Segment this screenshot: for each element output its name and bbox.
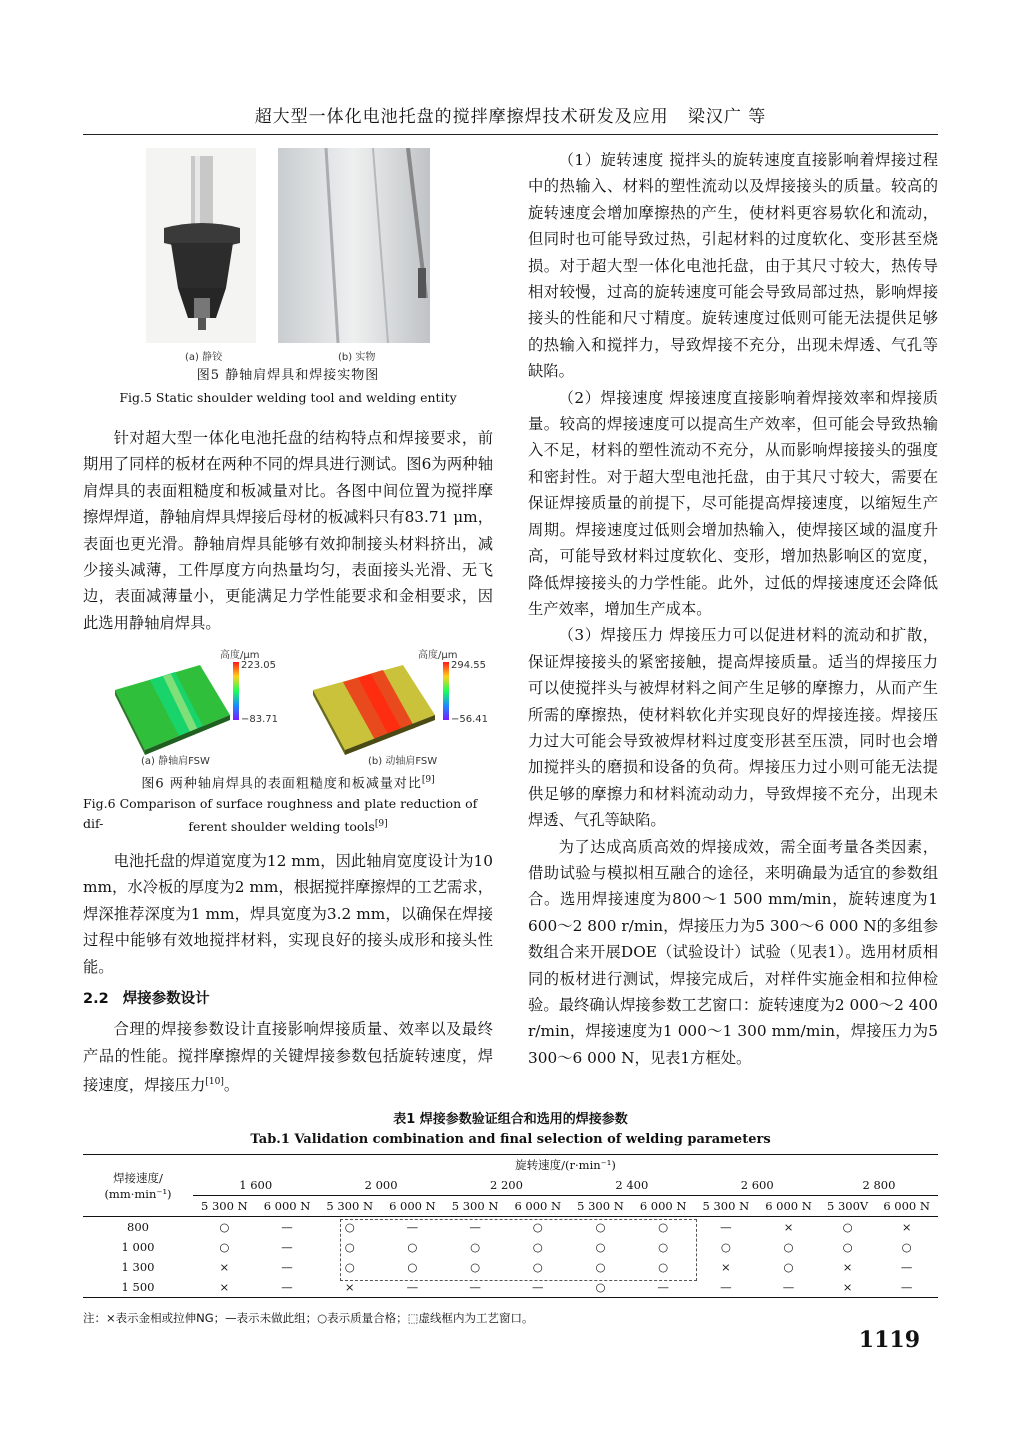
paragraph: 为了达成高质高效的焊接成效，需全面考量各类因素，借助试验与模拟相互融合的途径，来明确最为适宜的参数组合。选用焊接速度为800～1 500 mm/min，旋转速度为1 600～2 800 r/min，焊接压力为5 300～6 000 N的多组参数组合来开展DOE（试验设计）试验（见表1）。选用材质相同的板材进行测试，焊接完成后，对样件实施金相和拉伸检验。最终确认焊接参数工艺窗口：旋转速度为2 000～2 400 r/min，焊接速度为1 000～1 300 mm/min，焊接压力为5 300～6 000 N，见表1方框处。	[528, 837, 938, 1067]
scale-a-label: 高度/μm	[220, 650, 260, 661]
row-label: 1 500	[83, 1277, 193, 1298]
speed-header: 1 600	[193, 1175, 318, 1196]
left-column	[83, 425, 493, 636]
row-label: 800	[127, 1220, 149, 1234]
table-cell: ○	[532, 1260, 543, 1274]
paragraph: （2）焊接速度 焊接速度直接影响着焊接效率和焊接质量。较高的焊接速度可以提高生产效率，但可能会导致热输入不足，材料的塑性流动不充分，从而影响焊接接头的强度和密封性。对于超大型电池托盘，由于其尺寸较大，需要在保证焊接质量的前提下，尽可能提高焊接速度，以缩短生产周期。焊接速度过低则会增加热输入，使焊接区域的温度升高，可能导致材料过度软化、变形，增加热影响区的宽度，降低焊接接头的力学性能。此外，过低的焊接速度还会降低生产效率，增加生产成本。	[528, 388, 938, 618]
speed-header: 2 600	[695, 1175, 820, 1196]
paragraph: 合理的焊接参数设计直接影响焊接质量、效率以及最终产品的性能。搅拌摩擦焊的关键焊接参数包括旋转速度，焊接速度，焊接压力[10]。	[83, 1020, 493, 1095]
table-cell: ×	[193, 1277, 256, 1298]
color-scale-a	[233, 662, 239, 720]
fig6-caption-zh: 图6 两种轴肩焊具的表面粗糙度和板减量对比[9]	[141, 775, 435, 792]
roughness-map-b	[303, 660, 443, 755]
header-authors: 梁汉广 等	[687, 107, 767, 127]
table-cell: ○	[532, 1240, 543, 1254]
scale-a-max: 223.05	[241, 660, 276, 671]
table-cell: ○	[595, 1240, 606, 1254]
table-cell: —	[875, 1277, 938, 1298]
fig6-sub-a: (a) 静轴肩FSW	[141, 756, 210, 767]
fig6-caption-en-2: ferent shoulder welding tools[9]	[188, 819, 388, 835]
table-cell: ○	[783, 1260, 794, 1274]
table-cell: —	[695, 1277, 758, 1298]
fig6-sub-b: (b) 动轴肩FSW	[368, 756, 438, 767]
pressure-header: 5 300V	[820, 1196, 875, 1217]
table-cell: —	[444, 1277, 507, 1298]
scale-a-min: −83.71	[241, 714, 279, 725]
table1-note: 注：×表示金相或拉伸NG；—表示未做此组；○表示质量合格；⬚虚线框内为工艺窗口。	[83, 1311, 534, 1325]
table1-caption-zh: 表1 焊接参数验证组合和选用的焊接参数	[393, 1112, 628, 1127]
table-cell: —	[406, 1220, 419, 1234]
speed-header: 2 200	[444, 1175, 569, 1196]
pressure-header: 6 000 N	[256, 1196, 319, 1217]
table-cell: ○	[344, 1220, 355, 1234]
table-cell: ×	[318, 1277, 381, 1298]
table-cell: ×	[783, 1220, 794, 1234]
pressure-header: 5 300 N	[193, 1196, 256, 1217]
table-cell: —	[506, 1277, 569, 1298]
fig5-sub-b: (b) 实物	[338, 352, 376, 363]
table-cell: —	[720, 1220, 732, 1234]
table-cell: ×	[842, 1260, 853, 1274]
paragraph: 电池托盘的焊道宽度为12 mm，因此轴肩宽度设计为10 mm，水冷板的厚度为2 mm，根据搅拌摩擦焊的工艺需求，焊深推荐深度为1 mm，焊具宽度为3.2 mm，以确保在焊接过程中能够有效地搅拌材料，实现良好的接头成形和接头性能。	[83, 852, 493, 976]
fig5-caption-zh: 图5 静轴肩焊具和焊接实物图	[196, 368, 380, 383]
table-cell: ○	[219, 1220, 230, 1234]
fig5-sub-a: (a) 静铰	[185, 352, 223, 363]
table-cell: —	[757, 1277, 820, 1298]
table-cell: ○	[219, 1240, 230, 1254]
right-column	[528, 147, 938, 1071]
table-cell: ○	[901, 1240, 912, 1254]
table-cell: ○	[344, 1240, 355, 1254]
table-cell: ○	[470, 1240, 481, 1254]
table-cell: —	[381, 1277, 444, 1298]
paragraph: （1）旋转速度 搅拌头的旋转速度直接影响着焊接过程中的热输入、材料的塑性流动以及焊接接头的质量。较高的旋转速度会增加摩擦热的产生，使材料更容易软化和流动，但同时也可能导致过热，引起材料的过度软化、变形甚至烧损。对于超大型一体化电池托盘，由于其尺寸较大，热传导相对较慢，过高的旋转速度可能会导致局部过热，影响焊接接头的性能和尺寸精度。旋转速度过低则可能无法提供足够的热输入和搅拌力，导致焊接不充分，出现未焊透、气孔等缺陷。	[528, 151, 938, 381]
pressure-header: 5 300 N	[444, 1196, 507, 1217]
table1-caption-en: Tab.1 Validation combination and final selection of welding parameters	[250, 1132, 771, 1147]
paragraph: （3）焊接压力 焊接压力可以促进材料的流动和扩散，保证焊接接头的紧密接触，提高焊接质量。适当的焊接压力可以使搅拌头与被焊材料之间产生足够的摩擦力，从而产生所需的摩擦热，使材料软化并实现良好的焊接连接。焊接压力过大可能会导致被焊材料过度变形甚至压溃，同时也会增加搅拌头的磨损和设备的负荷。焊接压力过小则可能无法提供足够的摩擦力和材料流动动力，导致焊接不充分，出现未焊透、气孔等缺陷。	[528, 626, 938, 830]
table-cell: —	[281, 1240, 293, 1254]
page-number: 1119	[858, 1327, 920, 1353]
table-cell: ○	[470, 1260, 481, 1274]
pressure-header: 6 000 N	[381, 1196, 444, 1217]
table-cell: —	[281, 1220, 293, 1234]
scale-b-label: 高度/μm	[418, 650, 458, 661]
scale-b-min: −56.41	[451, 714, 489, 725]
left-column-lower	[83, 848, 493, 1099]
row-label: 1 000	[121, 1240, 155, 1254]
pressure-header: 6 000 N	[875, 1196, 938, 1217]
table-cell: ○	[842, 1220, 853, 1234]
table-cell: ○	[569, 1277, 632, 1298]
table-cell: —	[256, 1277, 319, 1298]
table-cell: ○	[658, 1240, 669, 1254]
roughness-map-a	[105, 660, 235, 755]
pressure-header: 6 000 N	[757, 1196, 820, 1217]
weld-photo	[278, 148, 430, 343]
table-cell: —	[632, 1277, 695, 1298]
table-cell: ○	[595, 1220, 606, 1234]
section-heading: 2.2 焊接参数设计	[83, 991, 210, 1008]
table-cell: ×	[219, 1260, 230, 1274]
paragraph: 针对超大型一体化电池托盘的结构特点和焊接要求，前期用了同样的板材在两种不同的焊具进行测试。图6为两种轴肩焊具的表面粗糙度和板减量对比。各图中间位置为搅拌摩擦焊焊道，静轴肩焊具焊接后母材的板减料只有83.71 μm，表面也更光滑。静轴肩焊具能够有效抑制接头材料挤出，减少接头减薄，工件厚度方向热量均匀，表面接头光滑、无飞边，表面减薄量小，更能满足力学性能要求和金相要求，因此选用静轴肩焊具。	[83, 429, 493, 632]
table-cell: ×	[820, 1277, 875, 1298]
table-cell: —	[900, 1260, 913, 1274]
speed-header: 2 400	[569, 1175, 694, 1196]
figure-6	[83, 642, 493, 767]
col-header: 旋转速度/(r·min⁻¹)	[193, 1155, 938, 1176]
fig5-caption-en: Fig.5 Static shoulder welding tool and welding entity	[119, 390, 457, 405]
tool-photo	[146, 148, 256, 343]
speed-header: 2 000	[318, 1175, 443, 1196]
pressure-header: 5 300 N	[695, 1196, 758, 1217]
table-cell: ○	[658, 1260, 669, 1274]
process-window-box	[340, 1219, 697, 1281]
table-cell: ○	[783, 1240, 794, 1254]
table-cell: —	[469, 1220, 481, 1234]
scale-b-max: 294.55	[451, 660, 486, 671]
table-cell: ○	[532, 1220, 543, 1234]
color-scale-b	[443, 662, 449, 720]
table-cell: ○	[658, 1220, 669, 1234]
table-cell: ○	[344, 1260, 355, 1274]
table-cell: ○	[595, 1260, 606, 1274]
pressure-header: 6 000 N	[632, 1196, 695, 1217]
running-header	[83, 104, 938, 135]
row-label: 1 300	[121, 1260, 155, 1274]
table-cell: ○	[407, 1260, 418, 1274]
pressure-header: 6 000 N	[506, 1196, 569, 1217]
pressure-header: 5 300 N	[318, 1196, 381, 1217]
pressure-header: 5 300 N	[569, 1196, 632, 1217]
table-cell: ×	[721, 1260, 731, 1274]
table-cell: ×	[901, 1220, 912, 1234]
fig6-caption-en-1: Fig.6 Comparison of surface roughness and plate reduction of dif-	[83, 796, 478, 831]
table-cell: —	[281, 1260, 293, 1274]
table-cell: ○	[842, 1240, 853, 1254]
table-cell: ○	[720, 1240, 731, 1254]
speed-header: 2 800	[820, 1175, 938, 1196]
row-header: 焊接速度/ (mm·min⁻¹)	[83, 1155, 193, 1217]
header-title: 超大型一体化电池托盘的搅拌摩擦焊技术研发及应用	[254, 107, 669, 127]
table-cell: ○	[407, 1240, 418, 1254]
